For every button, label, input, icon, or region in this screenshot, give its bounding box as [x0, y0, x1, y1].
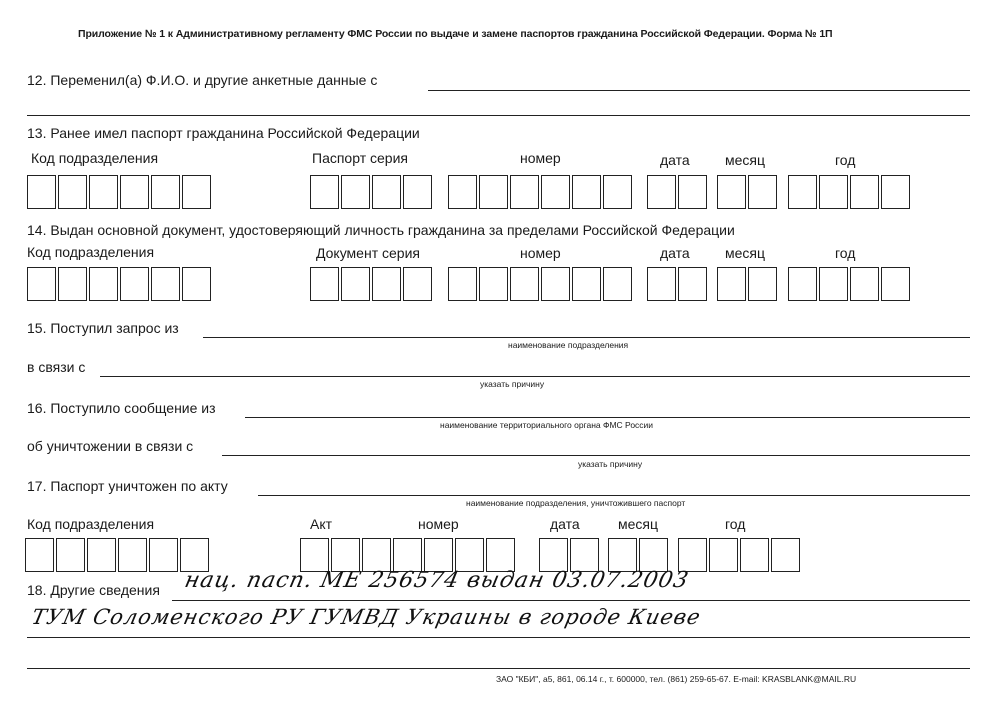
- s13-seria-label: Паспорт серия: [312, 150, 408, 166]
- s18-line-2[interactable]: [27, 637, 970, 638]
- s12-line-2[interactable]: [27, 115, 970, 116]
- s15-label: 15. Поступил запрос из: [27, 320, 179, 336]
- s16-caption-2: указать причину: [578, 459, 643, 469]
- s13-god-boxes[interactable]: [788, 175, 912, 209]
- s13-nomer-boxes[interactable]: [448, 175, 634, 209]
- s17-god-label: год: [725, 516, 746, 532]
- s17-akt-boxes[interactable]: [300, 538, 517, 572]
- form-header: Приложение № 1 к Административному регламенту ФМС России по выдаче и замене паспортов гражданина Российской Федерации. Форма № 1П: [78, 28, 833, 40]
- s14-kod-label: Код подразделения: [27, 244, 155, 260]
- s15-line-2[interactable]: [100, 376, 970, 377]
- s16-caption-1: наименование территориального органа ФМС России: [440, 420, 654, 430]
- form-footer: ЗАО "КБИ", а5, 861, 06.14 г., т. 600000, тел. (861) 259-65-67. E-mail: KRASBLANK@MAIL.RU: [496, 674, 857, 684]
- s17-label: 17. Паспорт уничтожен по акту: [27, 478, 228, 494]
- s14-nomer-label: номер: [520, 245, 561, 261]
- s17-akt-label: Акт: [310, 516, 333, 532]
- s14-label: 14. Выдан основной документ, удостоверяющий личность гражданина за пределами Российской Федерации: [27, 222, 735, 238]
- s18-line-3[interactable]: [27, 668, 970, 669]
- s16-label: 16. Поступило сообщение из: [27, 400, 216, 416]
- s17-data-boxes[interactable]: [539, 538, 601, 572]
- s12-line-1[interactable]: [428, 90, 970, 91]
- s14-data-label: дата: [660, 245, 690, 261]
- s17-nomer-label: номер: [418, 516, 459, 532]
- s13-mesyac-boxes[interactable]: [717, 175, 779, 209]
- s17-mesyac-boxes[interactable]: [608, 538, 670, 572]
- s17-data-label: дата: [550, 516, 580, 532]
- s17-line-1[interactable]: [258, 495, 970, 496]
- s18-line-1[interactable]: [172, 600, 970, 601]
- s15-caption-1: наименование подразделения: [508, 340, 629, 350]
- s14-kod-boxes[interactable]: [27, 267, 213, 301]
- s17-kod-boxes[interactable]: [25, 538, 211, 572]
- s14-god-label: год: [835, 245, 856, 261]
- s12-label: 12. Переменил(а) Ф.И.О. и другие анкетные данные с: [27, 72, 378, 88]
- s13-mesyac-label: месяц: [725, 152, 766, 168]
- s16-line-1[interactable]: [245, 417, 970, 418]
- s13-data-boxes[interactable]: [647, 175, 709, 209]
- s13-nomer-label: номер: [520, 150, 561, 166]
- s13-kod-boxes[interactable]: [27, 175, 213, 209]
- s14-data-boxes[interactable]: [647, 267, 709, 301]
- s17-kod-label: Код подразделения: [27, 516, 155, 532]
- s17-mesyac-label: месяц: [618, 516, 659, 532]
- s13-kod-label: Код подразделения: [31, 150, 159, 166]
- s15-v-svyazi-label: в связи с: [27, 359, 86, 375]
- s18-handwriting-2: ТУМ Соломенского РУ ГУМВД Украины в городе Киеве: [29, 605, 704, 629]
- s18-label: 18. Другие сведения: [27, 582, 160, 598]
- s14-mesyac-boxes[interactable]: [717, 267, 779, 301]
- s13-god-label: год: [835, 152, 856, 168]
- s16-line-2[interactable]: [222, 455, 970, 456]
- s13-label: 13. Ранее имел паспорт гражданина Российской Федерации: [27, 125, 420, 141]
- s17-god-boxes[interactable]: [678, 538, 802, 572]
- s16-unichtozh-label: об уничтожении в связи с: [27, 438, 194, 454]
- s14-mesyac-label: месяц: [725, 245, 766, 261]
- s15-caption-2: указать причину: [480, 379, 545, 389]
- s14-seria-boxes[interactable]: [310, 267, 434, 301]
- s18-handwriting-1: нац. пасп. МЕ 256574 выдан 03.07.2003: [182, 568, 692, 593]
- s15-line-1[interactable]: [203, 337, 970, 338]
- s13-data-label: дата: [660, 152, 690, 168]
- s14-seria-label: Документ серия: [316, 245, 420, 261]
- s17-caption-1: наименование подразделения, уничтожившего паспорт: [466, 498, 686, 508]
- s13-seria-boxes[interactable]: [310, 175, 434, 209]
- s14-god-boxes[interactable]: [788, 267, 912, 301]
- s14-nomer-boxes[interactable]: [448, 267, 634, 301]
